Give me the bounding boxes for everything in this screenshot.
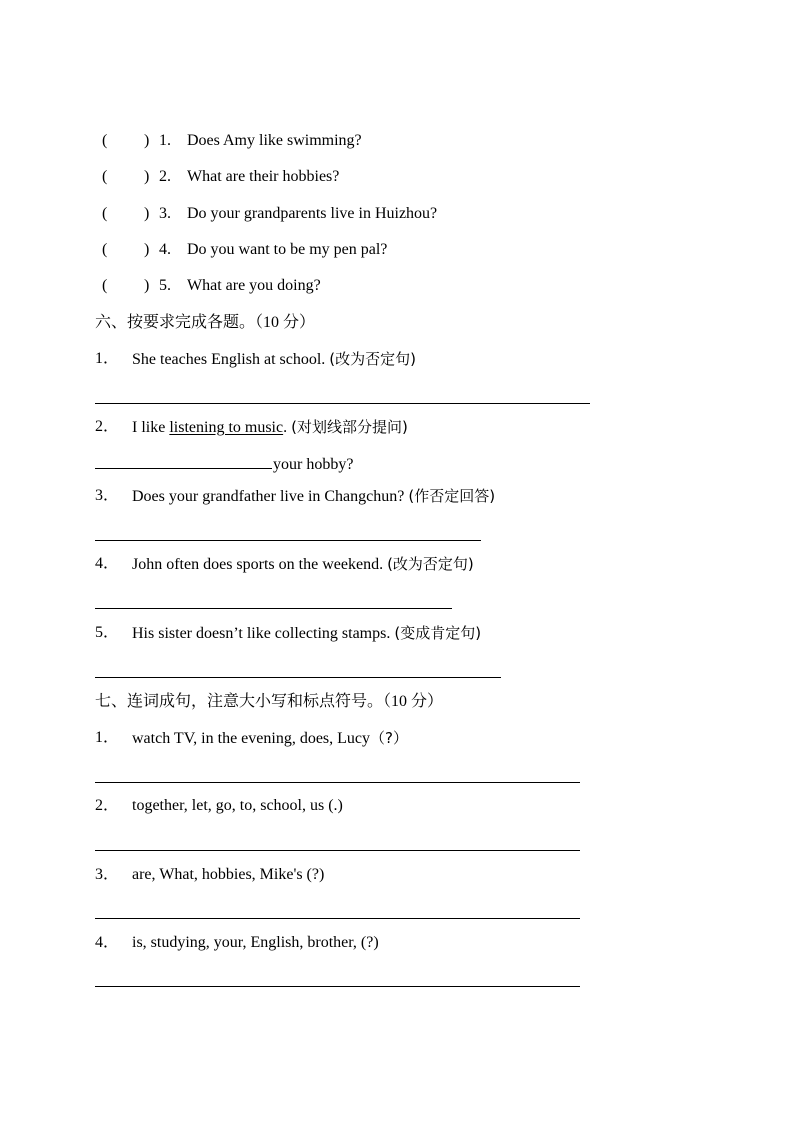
- item-number: 5．: [95, 624, 120, 641]
- section-points: （10 分）: [383, 693, 444, 710]
- section-title: 七、连词成句，注意大小写和标点符号。: [95, 691, 384, 710]
- answer-paren-open: (: [102, 205, 108, 222]
- item-number: 2.: [159, 168, 171, 185]
- item-number: 1．: [95, 729, 120, 746]
- question-text: Do your grandparents live in Huizhou?: [187, 205, 438, 222]
- item-text: Does your grandfather live in Changchun?: [132, 488, 405, 505]
- section-title: 六、按要求完成各题。: [95, 312, 256, 331]
- question-text: What are you doing?: [187, 277, 321, 294]
- answer-paren-open: (: [102, 132, 108, 149]
- item-punctuation: （?）: [370, 729, 408, 747]
- item-number: 2．: [95, 418, 120, 435]
- item-text: are, What, hobbies, Mike's (?): [132, 866, 325, 883]
- item-number: 4.: [159, 241, 171, 258]
- answer-blank[interactable]: [95, 452, 272, 469]
- answer-line[interactable]: [95, 403, 590, 404]
- question-text: What are their hobbies?: [187, 168, 340, 185]
- answer-paren-close: ): [144, 132, 150, 149]
- item-number: 4．: [95, 555, 120, 572]
- section-6-heading: [95, 311, 315, 334]
- answer-paren-open: (: [102, 168, 108, 185]
- answer-paren-open: (: [102, 241, 108, 258]
- section-7-heading: [95, 690, 443, 713]
- answer-paren-open: (: [102, 277, 108, 294]
- item-text: His sister doesn’t like collecting stamps.: [132, 625, 391, 642]
- item-number: 1．: [95, 350, 120, 367]
- item-number: 1.: [159, 132, 171, 149]
- item-text: She teaches English at school.: [132, 351, 326, 368]
- item-number: 5.: [159, 277, 171, 294]
- item-number: 3．: [95, 866, 120, 883]
- item-text: together, let, go, to, school, us (.): [132, 797, 343, 814]
- answer-line[interactable]: [95, 850, 580, 851]
- answer-line[interactable]: [95, 986, 580, 987]
- answer-blank-line: [95, 452, 353, 476]
- underlined-phrase: listening to music: [169, 419, 284, 436]
- item-text-pre: I like: [132, 419, 170, 436]
- item-text: is, studying, your, English, brother, (?): [132, 934, 379, 951]
- answer-line[interactable]: [95, 540, 481, 541]
- blank-suffix-text: your hobby?: [273, 456, 354, 473]
- answer-paren-close: ): [144, 277, 150, 294]
- answer-line[interactable]: [95, 608, 452, 609]
- item-instruction: (作否定回答): [408, 487, 496, 505]
- item-number: 3.: [159, 205, 171, 222]
- answer-paren-close: ): [144, 205, 150, 222]
- answer-paren-close: ): [144, 168, 150, 185]
- question-text: Does Amy like swimming?: [187, 132, 362, 149]
- item-text-post: .: [283, 419, 288, 436]
- item-instruction: (变成肯定句): [394, 624, 482, 642]
- item-instruction: (对划线部分提问): [291, 418, 408, 436]
- item-instruction: (改为否定句): [329, 350, 417, 368]
- item-number: 2．: [95, 797, 120, 814]
- item-number: 3．: [95, 487, 120, 504]
- answer-line[interactable]: [95, 782, 580, 783]
- answer-line[interactable]: [95, 918, 580, 919]
- item-instruction: (改为否定句): [387, 555, 474, 573]
- item-text: John often does sports on the weekend.: [132, 556, 384, 573]
- answer-paren-close: ): [144, 241, 150, 258]
- item-text: watch TV, in the evening, does, Lucy: [132, 730, 371, 747]
- answer-line[interactable]: [95, 677, 501, 678]
- section-points: （10 分）: [255, 314, 316, 331]
- item-number: 4．: [95, 934, 120, 951]
- question-text: Do you want to be my pen pal?: [187, 241, 388, 258]
